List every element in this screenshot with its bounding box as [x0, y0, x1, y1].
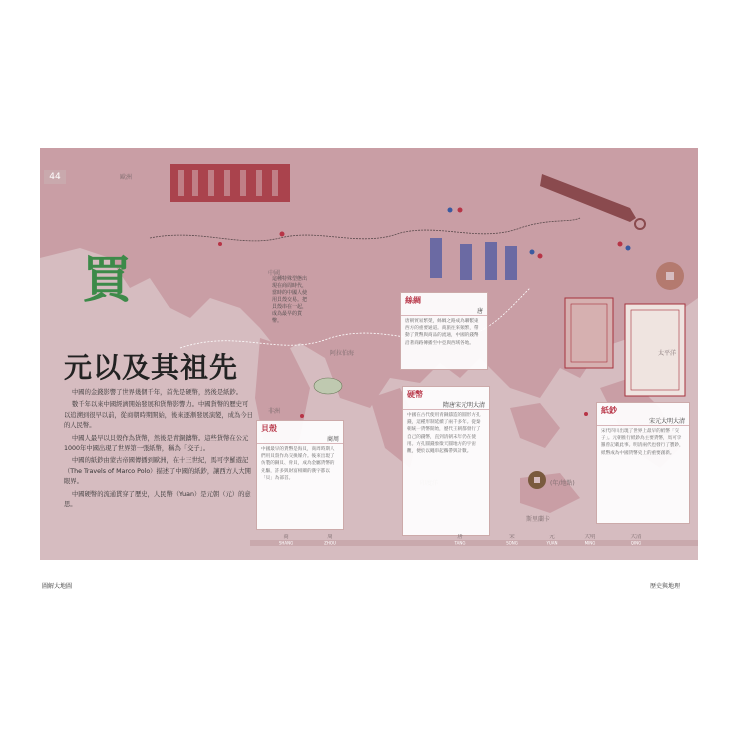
info-box-subtitle: 隋唐宋元明大清 — [403, 400, 489, 410]
paragraph: 中國人最早以貝殼作為貨幣，然後是青銅鑄幣。這些貨幣在公元1000年中國出現了世界第一張紙幣，稱為「交子」。 — [64, 434, 249, 453]
info-box-silk — [400, 292, 488, 370]
page-title: 元以及其祖先 — [64, 351, 239, 384]
feature-character-note: 這種特殊型態出現在商周時代，當時的中國人使用貝殼交易。把貝殼串在一起，成為最早的貨幣。 — [272, 276, 308, 324]
feature-character: 買 — [82, 250, 132, 309]
info-box-title: 絲綢 — [405, 296, 421, 305]
paragraph: 中國的紙鈔由蒙古帝國傳播到歐洲，在十三世紀，馬可孛羅遊記（The Travels of Marco Polo）描述了中國的紙鈔，讓西方人大開眼界。 — [64, 457, 251, 486]
timeline-dynasty: 元 — [549, 534, 555, 540]
info-box-title: 貝殼 — [261, 424, 277, 433]
info-box-paper-money — [596, 402, 690, 524]
timeline-dynasty: 宋 — [509, 534, 515, 540]
info-box-shell — [256, 420, 344, 530]
timeline-dynasty: 唐 — [457, 534, 463, 540]
timeline-pinyin: SHANG — [278, 540, 294, 546]
info-box-coins — [402, 386, 490, 536]
info-box-text: 宋代四川出現了世界上最早的紙幣「交子」。元朝推行紙鈔為主要貨幣，馬可孛羅曾記載此事。明清兩代也發行了寶鈔，紙幣成為中國貨幣史上的重要創新。 — [601, 429, 684, 456]
paragraph: 中國的金錢影響了世界幾個千年，首先是硬幣，然後是紙鈔。 — [72, 389, 243, 396]
dynasty-timeline — [250, 534, 698, 556]
label-china: 中國 — [268, 270, 281, 277]
info-box-title: 硬幣 — [407, 390, 423, 399]
label-europe: 歐洲 — [120, 174, 133, 181]
timeline-pinyin: ZHOU — [324, 540, 336, 546]
info-box-text: 唐朝貿易繁榮，絲綢之路成為聯繫東西方的重要通道。商旅往來頻繁，帶動了貨幣與商品的流通，中國的錢幣沿著商路傳播至中亞與西域各地。 — [405, 319, 479, 346]
timeline-dynasty: 周 — [327, 534, 333, 540]
page-number: 44 — [44, 170, 66, 184]
footer-right: 歷史與地理 — [650, 583, 681, 590]
timeline-pinyin: TANG — [454, 540, 466, 546]
article-body — [64, 388, 254, 512]
coin-caption: (年/地點) — [550, 480, 575, 487]
paragraph: 中國硬幣的流通貫穿了歷史，人民幣（Yuan）是元朝（元）的意思。 — [64, 490, 251, 509]
map-spread — [40, 148, 698, 560]
info-box-text: 中國在古代使用青銅鑄造的圓形方孔錢，這種形制延續了兩千多年。從秦朝統一貨幣開始，歷代王朝都發行了自己的錢幣，直到清朝末年仍在使用。方孔圓錢象徵天圓地方的宇宙觀，便於以繩串起攜帶與計數。 — [407, 413, 481, 455]
timeline-pinyin: MING — [584, 540, 596, 546]
label-arabia: 阿拉伯海 — [330, 350, 355, 357]
label-pacific: 太平洋 — [658, 350, 677, 357]
timeline-dynasty: 大清 — [630, 534, 642, 540]
label-africa: 非洲 — [268, 408, 281, 415]
info-box-subtitle: 宋元大明大清 — [597, 416, 689, 426]
timeline-pinyin: YUAN — [546, 540, 558, 546]
timeline-pinyin: QING — [630, 540, 642, 546]
info-box-subtitle: 唐 — [401, 306, 487, 316]
timeline-dynasty: 商 — [283, 534, 289, 540]
timeline-dynasty: 大明 — [584, 534, 596, 540]
timeline-pinyin: SONG — [506, 540, 518, 546]
info-box-text: 中國最早的貨幣是海貝，商周時期人們用貝殼作為交換媒介。後來出現了仿製的銅貝、骨貝，成為金屬貨幣的先驅，許多與財富相關的漢字都以「貝」為部首。 — [261, 447, 335, 481]
paragraph: 數千年以來中國經濟開始發展和貨幣影響力。中國貨幣的歷史可以追溯到很早以前，從商朝時期開始，後來逐漸發展演變，成為今日的人民幣。 — [64, 401, 253, 430]
footer-left: 圖解大地圖 — [42, 583, 73, 590]
info-box-title: 紙鈔 — [601, 406, 617, 415]
label-srilanka: 斯里蘭卡 — [526, 516, 551, 523]
info-box-subtitle: 商周 — [257, 434, 343, 444]
